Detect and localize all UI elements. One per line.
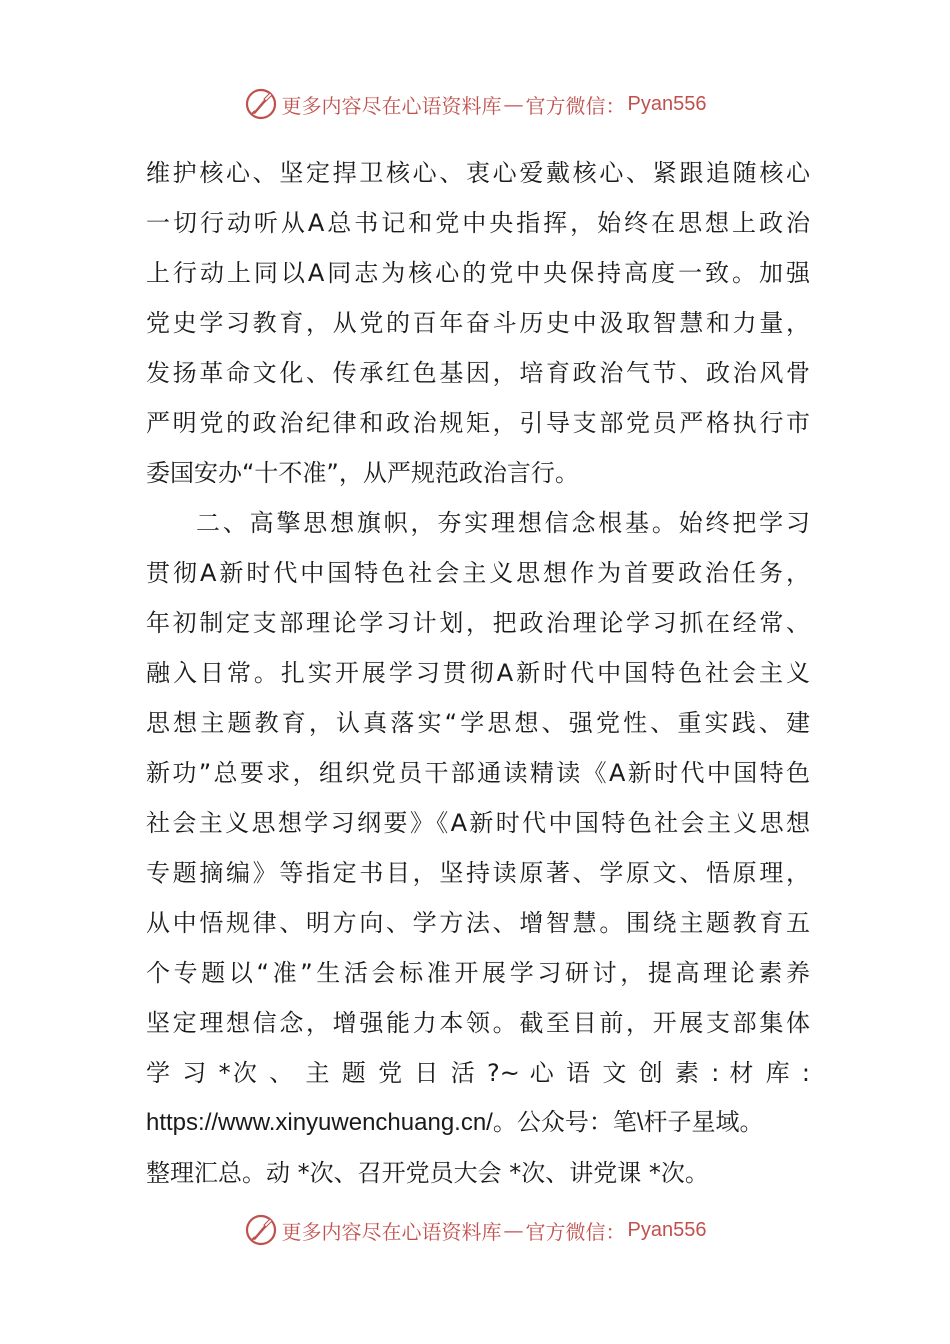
quill-logo-icon: [244, 87, 278, 121]
body-line: 年初制定支部理论学习计划，把政治理论学习抓在经常、: [146, 609, 810, 637]
body-line: 上行动上同以A同志为核心的党中央保持高度一致。加强: [146, 259, 810, 287]
body-line: 思想主题教育，认真落实“学思想、强党性、重实践、建: [146, 709, 810, 737]
body-line: 贯彻A新时代中国特色社会主义思想作为首要政治任务，: [146, 559, 810, 587]
body-line: 党史学习教育，从党的百年奋斗历史中汲取智慧和力量，: [146, 309, 810, 337]
body-line: 维护核心、坚定捍卫核心、衷心爱戴核心、紧跟追随核心: [146, 159, 810, 187]
body-line: 新功”总要求，组织党员干部通读精读《A新时代中国特色: [146, 759, 810, 787]
header-banner: [0, 82, 950, 126]
body-line: 坚定理想信念，增强能力本领。截至目前，开展支部集体: [146, 1009, 810, 1037]
body-line: 严明党的政治纪律和政治规矩，引导支部党员严格执行市: [146, 409, 810, 437]
body-line: 委国安办“十不准”，从严规范政治言行。: [146, 459, 579, 487]
body-line: 社会主义思想学习纲要》《A新时代中国特色社会主义思想: [146, 809, 810, 837]
banner-title: 更多内容尽在心语资料库: [281, 1219, 502, 1244]
body-line: 专题摘编》等指定书目，坚持读原著、学原文、悟原理，: [146, 859, 810, 887]
document-body: [146, 148, 810, 1198]
body-line-url: https://www.xinyuwenchuang.cn/。公众号：笔\杆子星域。: [146, 1109, 764, 1136]
banner-title: 更多内容尽在心语资料库: [281, 93, 502, 118]
section-heading-line: 二、高擎思想旗帜，夯实理想信念根基。始终把学习: [196, 509, 810, 537]
body-line: 融入日常。扎实开展学习贯彻A新时代中国特色社会主义: [146, 659, 810, 687]
body-line: 个专题以“准”生活会标准开展学习研讨，提高理论素养: [146, 959, 810, 987]
banner-separator: —: [503, 1218, 524, 1242]
body-line: 从中悟规律、明方向、学方法、增智慧。围绕主题教育五: [146, 909, 810, 937]
footer-banner: [0, 1208, 950, 1252]
body-line: 一切行动听从A总书记和党中央指挥，始终在思想上政治: [146, 209, 810, 237]
quill-logo-icon: [244, 1213, 278, 1247]
banner-separator: —: [503, 92, 524, 116]
banner-wechat-label: 官方微信：: [525, 93, 626, 118]
banner-wechat-id: Pyan556: [627, 92, 707, 115]
body-line: 学 习 *次 、 主 题 党 日 活 ?~ 心 语 文 创 素 : 材 库 :: [146, 1059, 810, 1087]
body-line: 整理汇总。动 *次、召开党员大会 *次、讲党课 *次。: [146, 1159, 709, 1187]
body-line: 发扬革命文化、传承红色基因，培育政治气节、政治风骨: [146, 359, 810, 387]
banner-wechat-label: 官方微信：: [525, 1219, 626, 1244]
banner-wechat-id: Pyan556: [627, 1218, 707, 1241]
